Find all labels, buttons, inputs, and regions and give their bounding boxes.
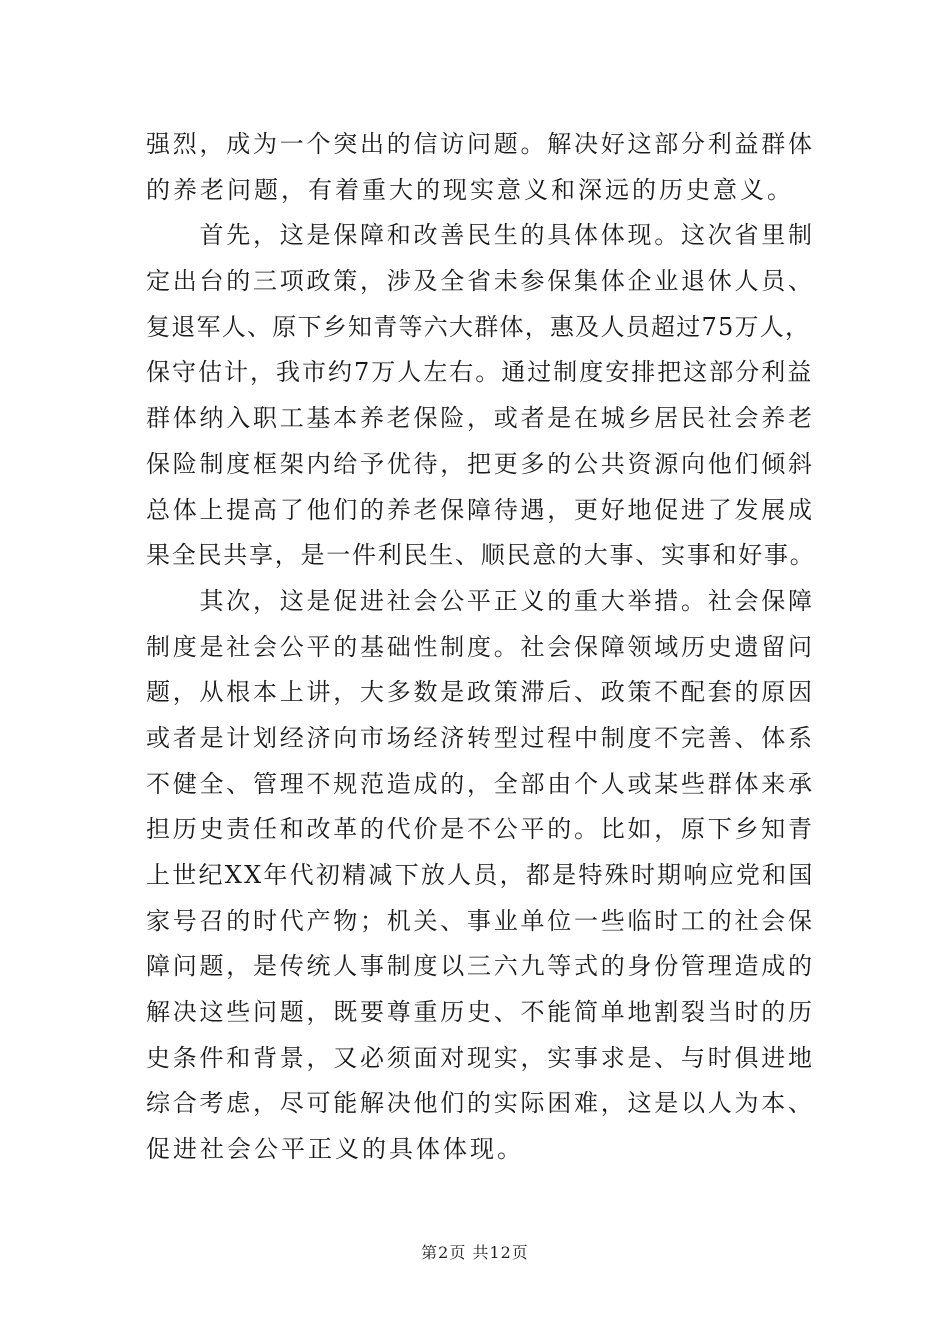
- text-line: 保守估计，我市约7万人左右。通过制度安排把这部分利益: [146, 358, 814, 387]
- text-line: 综合考虑，尽可能解决他们的实际困难，这是以人为本、: [146, 1089, 815, 1118]
- text-line: 定出台的三项政策，涉及全省未参保集体企业退休人员、: [146, 267, 815, 296]
- text-line: 解决这些问题，既要尊重历史、不能简单地割裂当时的历: [146, 998, 815, 1027]
- text-line: 强烈，成为一个突出的信访问题。解决好这部分利益群体: [146, 130, 815, 158]
- text-line: 担历史责任和改革的代价是不公平的。比如，原下乡知青: [146, 815, 815, 844]
- body-text: [146, 122, 816, 1173]
- text-line: 障问题，是传统人事制度以三六九等式的身份管理造成的: [146, 952, 815, 981]
- text-line: 上世纪XX年代初精减下放人员，都是特殊时期响应党和国: [146, 861, 815, 889]
- text-line: 保险制度框架内给予优待，把更多的公共资源向他们倾斜: [146, 449, 815, 478]
- text-line: 的养老问题，有着重大的现实意义和深远的历史意义。: [146, 175, 794, 204]
- text-line: 不健全、管理不规范造成的，全部由个人或某些群体来承: [146, 769, 815, 798]
- text-line: 题，从根本上讲，大多数是政策滞后、政策不配套的原因: [146, 678, 815, 707]
- text-line: 复退军人、原下乡知青等六大群体，惠及人员超过75万人，: [146, 312, 811, 341]
- text-line: 家号召的时代产物；机关、事业单位一些临时工的社会保: [146, 906, 815, 935]
- text-line: 或者是计划经济向市场经济转型过程中制度不完善、体系: [146, 723, 815, 752]
- text-line: 总体上提高了他们的养老保障待遇，更好地促进了发展成: [146, 495, 815, 524]
- text-line: 其次，这是促进社会公平正义的重大举措。社会保障: [146, 586, 815, 615]
- page-number-footer: 第2页 共12页: [421, 1243, 529, 1262]
- text-line: 果全民共享，是一件利民生、顺民意的大事、实事和好事。: [146, 541, 816, 570]
- text-line: 首先，这是保障和改善民生的具体体现。这次省里制: [146, 221, 815, 250]
- text-line: 促进社会公平正义的具体体现。: [146, 1135, 524, 1164]
- text-line: 制度是社会公平的基础性制度。社会保障领域历史遗留问: [146, 632, 815, 661]
- text-line: 史条件和背景，又必须面对现实，实事求是、与时俱进地: [146, 1043, 815, 1072]
- text-line: 群体纳入职工基本养老保险，或者是在城乡居民社会养老: [146, 404, 815, 433]
